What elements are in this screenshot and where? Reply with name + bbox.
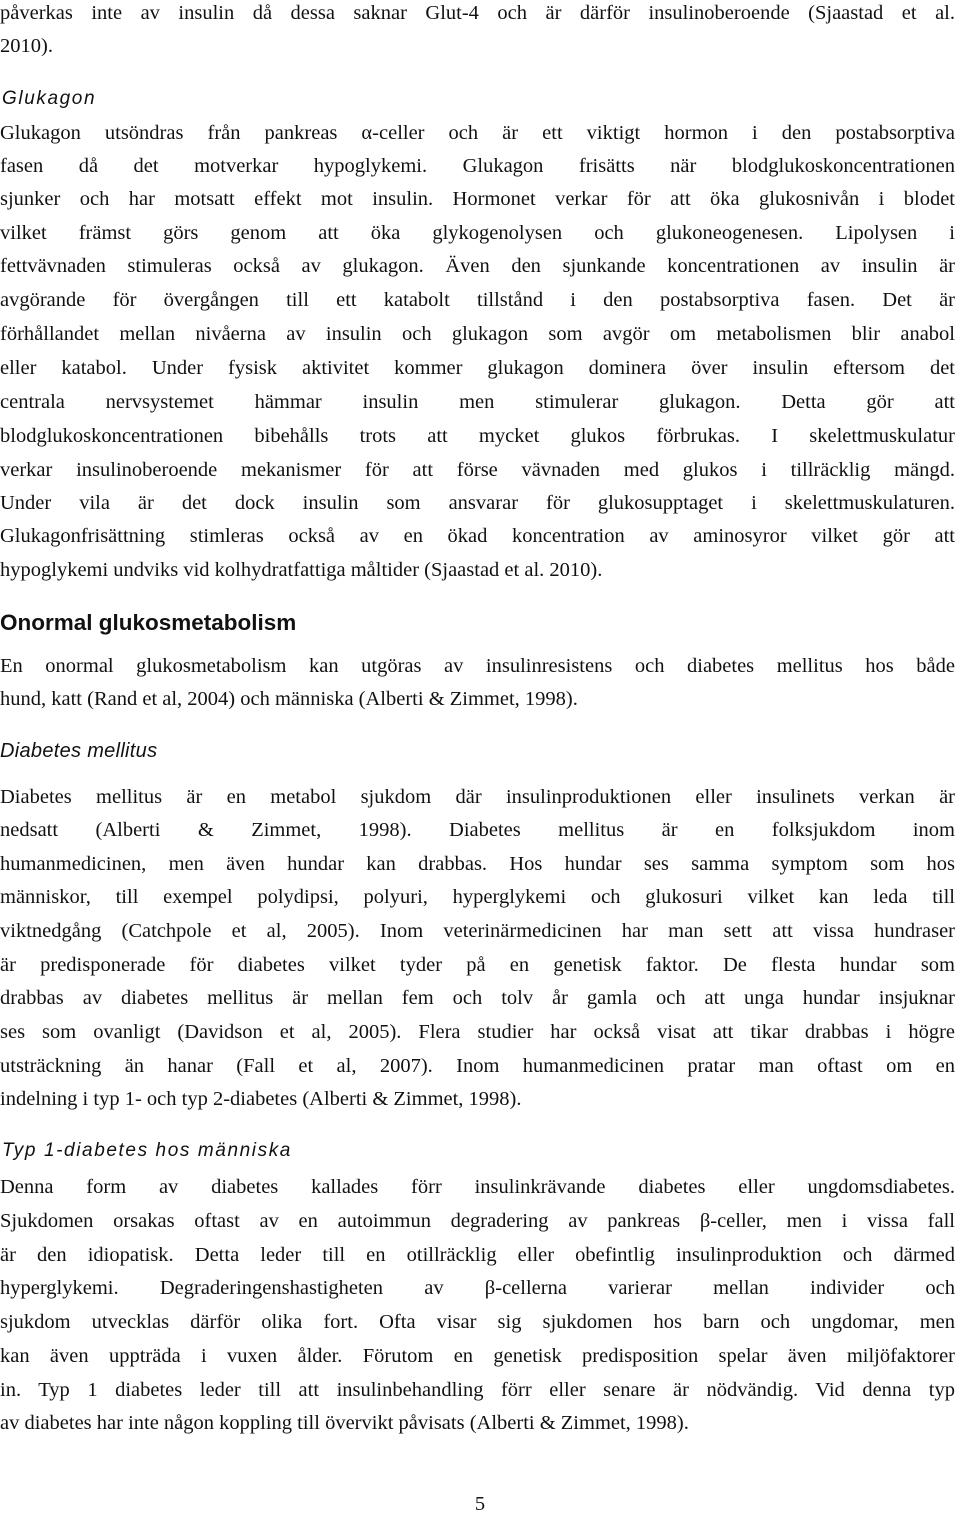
intro-line-1: påverkas inte av insulin då dessa saknar Glut-4 och är därför insulinoberoende (Sjaastad et al. [0,2,955,24]
page-number: 5 [474,1493,486,1515]
diabetes-line-6: är predisponerade för diabetes vilket tyder på en genetisk faktor. De flesta hundar som [0,954,955,976]
onormal-line-1: En onormal glukosmetabolism kan utgöras av insulinresistens och diabetes mellitus hos både [0,655,955,677]
typ1-line-2: Sjukdomen orsakas oftast av en autoimmun degradering av pankreas β-celler, men i vissa fall [0,1210,955,1232]
typ1-line-6: kan även uppträda i vuxen ålder. Förutom en genetisk predisposition spelar även miljöfaktorer [0,1345,955,1367]
typ1-line-8: av diabetes har inte någon koppling till övervikt påvisats (Alberti & Zimmet, 1998). [0,1412,689,1434]
glukagon-heading: Glukagon [2,88,97,109]
diabetes-line-4: människor, till exempel polydipsi, polyuri, hyperglykemi och glukosuri vilket kan leda till [0,886,955,908]
diabetes-line-3: humanmedicinen, men även hundar kan drabbas. Hos hundar ses samma symptom som hos [0,853,955,875]
diabetes-line-5: viktnedgång (Catchpole et al, 2005). Inom veterinärmedicinen har man sett att vissa hundraser [0,920,955,942]
glukagon-line-6: avgörande för övergången till ett katabolt tillstånd i den postabsorptiva fasen. Det är [0,289,955,311]
glukagon-line-8: eller katabol. Under fysisk aktivitet kommer glukagon dominera över insulin eftersom det [0,357,955,379]
glukagon-line-14: hypoglykemi undviks vid kolhydratfattiga måltider (Sjaastad et al. 2010). [0,559,603,581]
glukagon-line-4: vilket främst görs genom att öka glykogenolysen och glukoneogenesen. Lipolysen i [0,222,955,244]
glukagon-line-1: Glukagon utsöndras från pankreas α-celler och är ett viktigt hormon i den postabsorptiva [0,122,955,144]
glukagon-line-12: Under vila är det dock insulin som ansvarar för glukosupptaget i skelettmuskulaturen. [0,492,955,514]
glukagon-line-5: fettvävnaden stimuleras också av glukagon. Även den sjunkande koncentrationen av insulin är [0,255,955,277]
glukagon-line-2: fasen då det motverkar hypoglykemi. Glukagon frisätts när blodglukoskoncentrationen [0,155,955,177]
typ1-line-5: sjukdom utvecklas därför olika fort. Ofta visar sig sjukdomen hos barn och ungdomar, men [0,1311,955,1333]
diabetes-line-10: indelning i typ 1- och typ 2-diabetes (Alberti & Zimmet, 1998). [0,1088,522,1110]
glukagon-line-3: sjunker och har motsatt effekt mot insulin. Hormonet verkar för att öka glukosnivån i blodet [0,188,955,210]
typ1-line-3: är den idiopatisk. Detta leder till en otillräcklig eller obefintlig insulinproduktion och därmed [0,1244,955,1266]
diabetes-line-9: utsträckning än hanar (Fall et al, 2007). Inom humanmedicinen pratar man oftast om en [0,1055,955,1077]
glukagon-line-9: centrala nervsystemet hämmar insulin men stimulerar glukagon. Detta gör att [0,391,955,413]
glukagon-line-13: Glukagonfrisättning stimleras också av en ökad koncentration av aminosyror vilket gör att [0,525,955,547]
onormal-line-2: hund, katt (Rand et al, 2004) och människa (Alberti & Zimmet, 1998). [0,688,578,710]
typ1-line-1: Denna form av diabetes kallades förr insulinkrävande diabetes eller ungdomsdiabetes. [0,1176,955,1198]
onormal-heading: Onormal glukosmetabolism [0,610,297,635]
intro-line-2: 2010). [0,35,53,57]
typ1-heading: Typ 1-diabetes hos människa [2,1140,292,1161]
diabetes-line-7: drabbas av diabetes mellitus är mellan fem och tolv år gamla och att unga hundar insjuknar [0,987,955,1009]
diabetes-line-8: ses som ovanligt (Davidson et al, 2005). Flera studier har också visat att tikar drabbas i högre [0,1021,955,1043]
glukagon-line-11: verkar insulinoberoende mekanismer för att förse vävnaden med glukos i tillräcklig mängd. [0,459,955,481]
glukagon-line-10: blodglukoskoncentrationen bibehålls trots att mycket glukos förbrukas. I skelettmuskulatur [0,425,955,447]
diabetes-line-1: Diabetes mellitus är en metabol sjukdom där insulinproduktionen eller insulinets verkan är [0,786,955,808]
typ1-line-4: hyperglykemi. Degraderingenshastigheten av β-cellerna varierar mellan individer och [0,1277,955,1299]
diabetes-heading: Diabetes mellitus [0,740,158,762]
diabetes-line-2: nedsatt (Alberti & Zimmet, 1998). Diabetes mellitus är en folksjukdom inom [0,819,955,841]
typ1-line-7: in. Typ 1 diabetes leder till att insulinbehandling förr eller senare är nödvändig. Vid denna typ [0,1379,955,1401]
glukagon-line-7: förhållandet mellan nivåerna av insulin och glukagon som avgör om metabolismen blir anabol [0,323,955,345]
